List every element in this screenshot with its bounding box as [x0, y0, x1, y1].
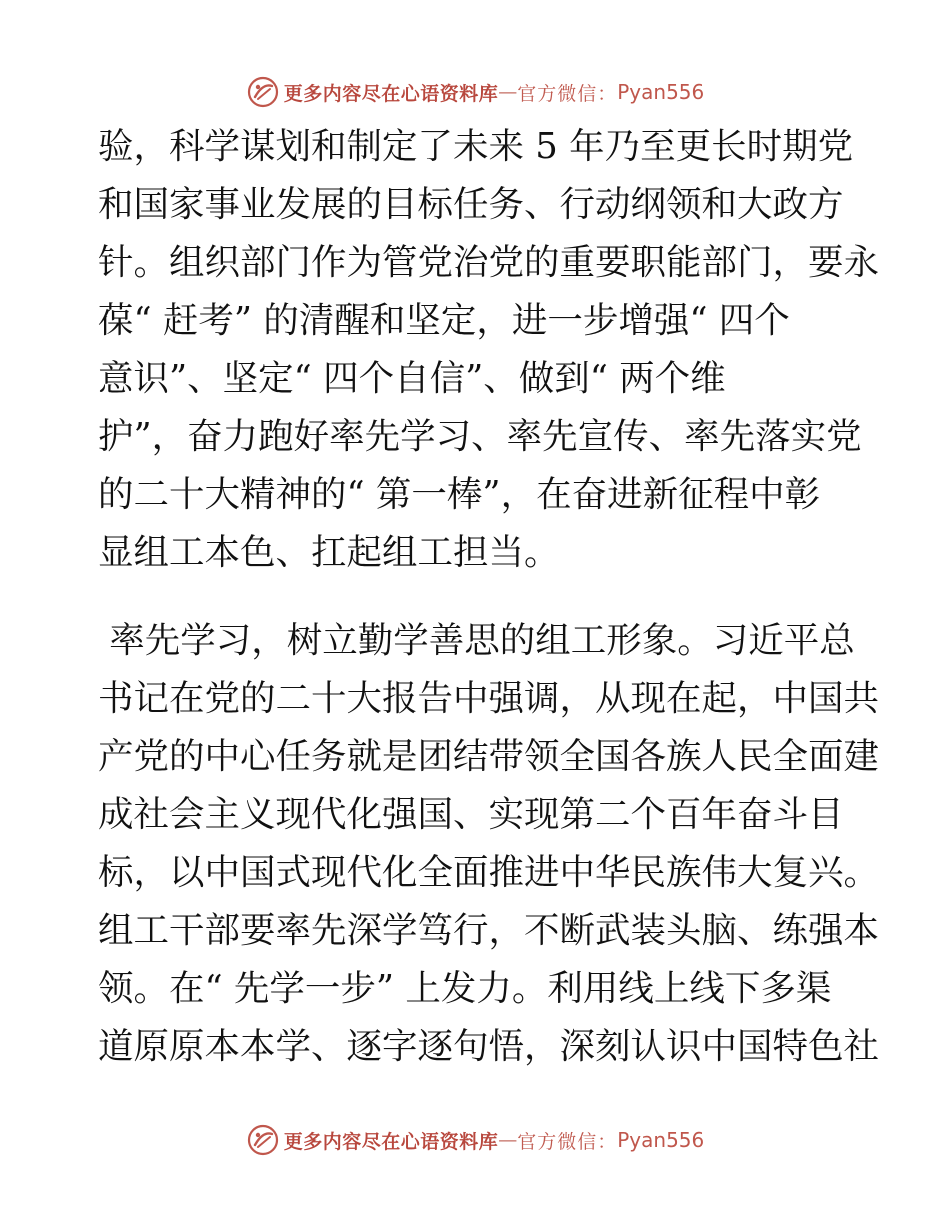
document-body [98, 118, 880, 1076]
text-line: 领。在“ 先学一步” 上发力。利用线上线下多渠 [98, 968, 832, 1009]
book-logo-icon [246, 1123, 280, 1157]
header-watermark-banner [0, 72, 950, 112]
text-line: 显组工本色、扛起组工担当。 [98, 532, 560, 573]
text-line: 葆“ 赶考” 的清醒和坚定，进一步增强“ 四个 [98, 300, 790, 341]
text-line: 道原原本本学、逐字逐句悟，深刻认识中国特色社 [98, 1026, 880, 1067]
text-line: 验，科学谋划和制定了未来 5 年乃至更长时期党 [98, 126, 854, 167]
banner-wechat-label: 官方微信： [517, 82, 618, 105]
text-line: 针。组织部门作为管党治党的重要职能部门，要永 [98, 242, 880, 283]
text-line: 的二十大精神的“ 第一棒”，在奋进新征程中彰 [98, 474, 821, 515]
banner-separator: — [498, 1129, 518, 1151]
text-line: 意识”、坚定“ 四个自信”、做到“ 两个维 [98, 358, 726, 399]
banner-wechat-label: 官方微信： [517, 1130, 618, 1153]
banner-site-text: 更多内容尽在心语资料库 [283, 1130, 499, 1153]
banner-wechat-id: Pyan556 [617, 1128, 705, 1152]
footer-watermark-banner [0, 1120, 950, 1160]
book-logo-icon [246, 75, 280, 109]
text-line: 书记在党的二十大报告中强调，从现在起，中国共 [98, 678, 880, 719]
banner-wechat-id: Pyan556 [617, 80, 705, 104]
banner-site-text: 更多内容尽在心语资料库 [283, 82, 499, 105]
text-line: 标，以中国式现代化全面推进中华民族伟大复兴。 [98, 852, 880, 893]
text-line: 率先学习，树立勤学善思的组工形象。习近平总 [98, 620, 855, 661]
paragraph-spacer [98, 582, 858, 612]
text-line: 和国家事业发展的目标任务、行动纲领和大政方 [98, 184, 844, 225]
paragraph [98, 118, 880, 582]
text-line: 护”，奋力跑好率先学习、率先宣传、率先落实党 [98, 416, 862, 457]
text-line: 组工干部要率先深学笃行，不断武装头脑、练强本 [98, 910, 880, 951]
text-line: 产党的中心任务就是团结带领全国各族人民全面建 [98, 736, 880, 777]
text-line: 成社会主义现代化强国、实现第二个百年奋斗目 [98, 794, 844, 835]
banner-separator: — [498, 81, 518, 103]
paragraph [98, 612, 880, 1076]
